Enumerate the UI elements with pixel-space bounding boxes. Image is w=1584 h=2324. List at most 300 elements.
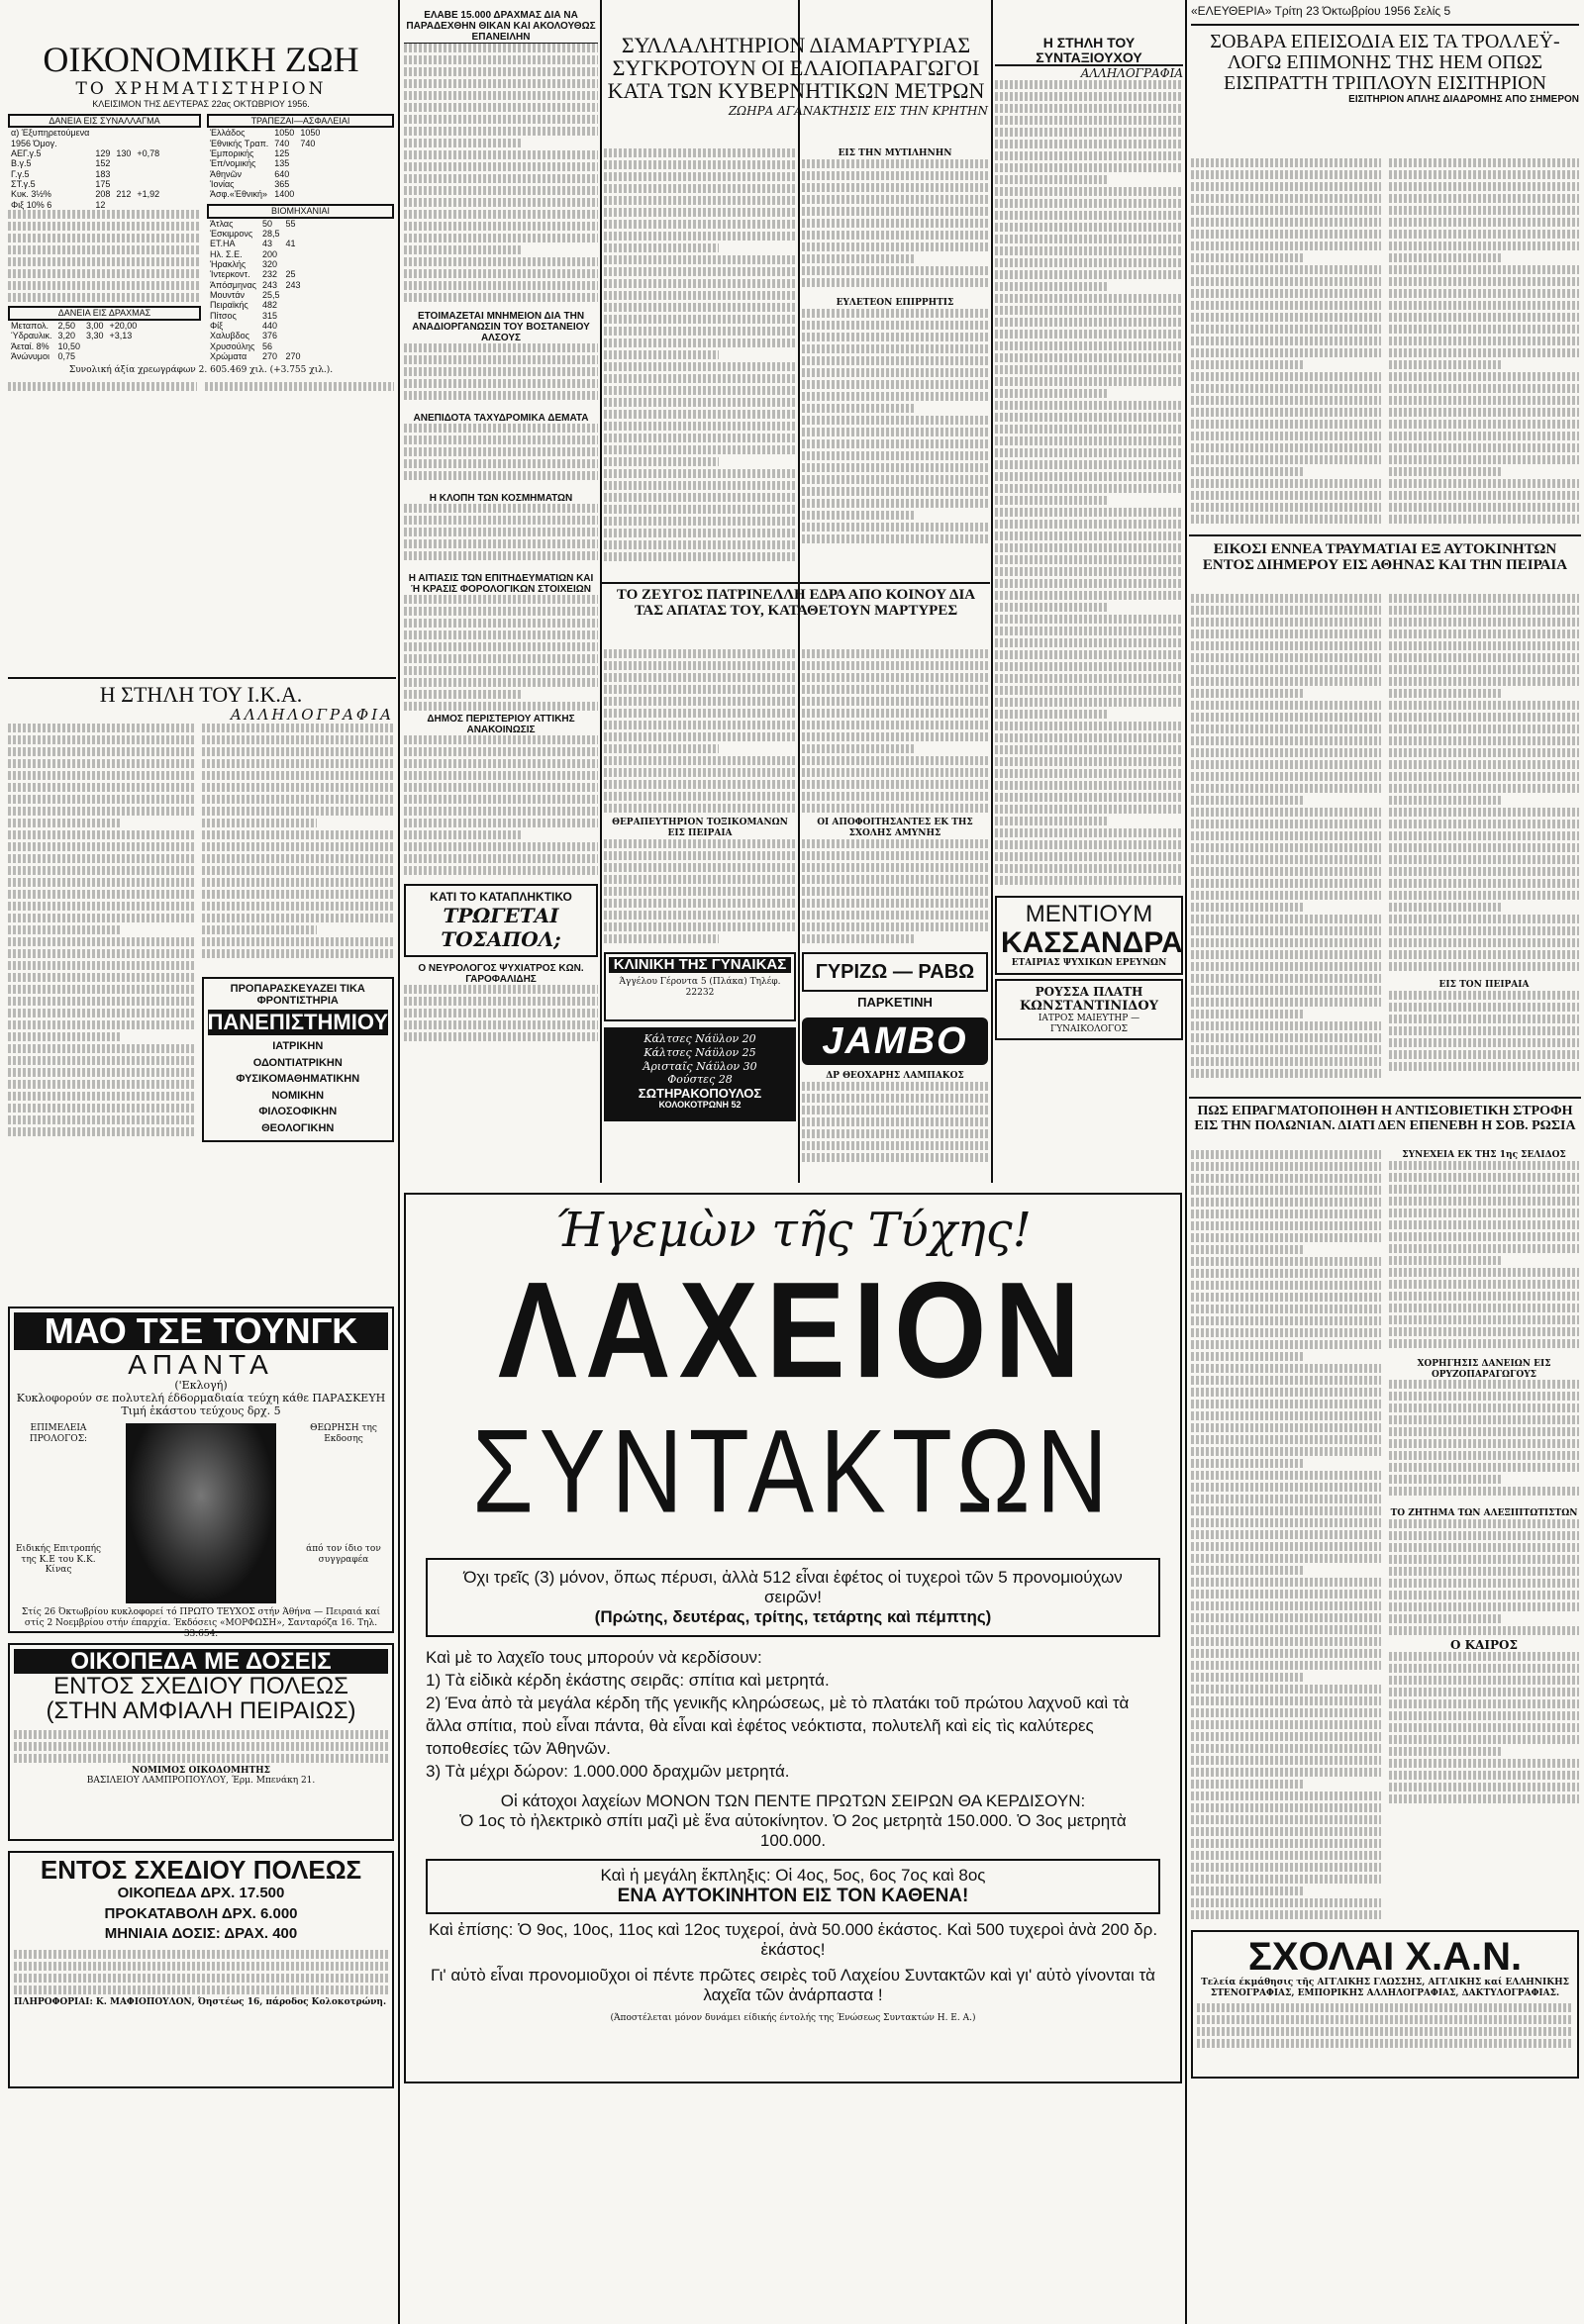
text-line	[604, 804, 796, 813]
text-line	[1197, 2027, 1573, 2036]
text-line	[1191, 831, 1381, 840]
text-line	[995, 745, 1183, 754]
table-cell: 376	[262, 331, 278, 341]
text-line	[1389, 1543, 1579, 1552]
text-line	[802, 475, 988, 484]
text-line	[802, 697, 988, 706]
text-line	[1389, 443, 1579, 452]
table-cell: Έλλάδος	[210, 128, 246, 139]
text-line	[1389, 1427, 1579, 1436]
text-line	[604, 398, 796, 407]
text-line	[604, 875, 796, 884]
list-item: ΝΟΜΙΚΗΝ	[271, 1089, 325, 1102]
table-cell: +20,00	[109, 320, 138, 331]
text-line	[404, 595, 598, 604]
text-line	[802, 392, 988, 401]
article-text	[1191, 1150, 1381, 1922]
text-line	[202, 937, 394, 946]
text-line	[1191, 420, 1381, 429]
text-line	[1191, 903, 1305, 912]
text-line	[1191, 891, 1381, 900]
table-cell: 3,30	[86, 331, 104, 341]
text-line	[1389, 950, 1579, 959]
table-cell: 315	[262, 310, 278, 321]
text-line	[1389, 903, 1503, 912]
table-cell: Άνώνυμοι	[11, 350, 50, 361]
drachma-headline: ΕΛΑΒΕ 15.000 ΔΡΑΧΜΑΣ ΔΙΑ ΝΑ ΠΑΡΑΔΕΧΘΗΝ ΘΙΚΑΝ ΚΑΙ ΑΚΟΛΟΥΘΩΣ ΕΠΑΝΕΙΛΗΝ	[404, 10, 598, 44]
text-line	[604, 303, 796, 312]
table-row	[207, 139, 323, 148]
bookseller-headline: Ο ΝΕΥΡΟΛΟΓΟΣ ΨΥΧΙΑΤΡΟΣ ΚΩΝ. ΓΑΡΟΦΑΛΙΔΗΣ	[418, 963, 584, 985]
text-line	[404, 747, 598, 756]
text-line	[1191, 396, 1381, 405]
text-line	[995, 793, 1183, 802]
text-line	[8, 771, 194, 780]
text-line	[1191, 1257, 1381, 1266]
text-line	[1191, 1839, 1381, 1848]
table-cell: Χρώματα	[210, 351, 248, 362]
text-line	[1389, 760, 1579, 769]
text-line	[1191, 677, 1381, 686]
text-line	[1191, 372, 1381, 381]
text-line	[1191, 1696, 1381, 1705]
text-line	[202, 771, 394, 780]
text-line	[1191, 1578, 1381, 1587]
table-cell: 55	[285, 218, 296, 229]
text-line	[8, 937, 194, 946]
ika-section	[8, 683, 394, 1297]
text-line	[1197, 2003, 1573, 2012]
roussa-title: ΡΟΥΣΣΑ ΠΛΑΤΗ	[1035, 984, 1143, 999]
text-line	[995, 413, 1183, 422]
table-cell	[283, 229, 304, 239]
trolley-article	[1191, 158, 1579, 534]
text-line	[8, 807, 194, 816]
text-line	[404, 379, 598, 388]
text-line	[1389, 1392, 1579, 1401]
table-cell: Κυκ. 3½%	[11, 189, 51, 200]
text-line	[802, 851, 988, 860]
text-line	[1389, 1735, 1579, 1744]
text-line	[604, 279, 796, 288]
text-line	[995, 591, 1183, 600]
table-row	[8, 169, 162, 179]
text-line	[404, 735, 598, 744]
text-line	[604, 709, 796, 718]
text-line	[995, 187, 1183, 196]
text-line	[1191, 242, 1381, 250]
text-line	[604, 540, 796, 549]
text-line	[1191, 701, 1381, 710]
text-line	[802, 231, 988, 240]
text-line	[1389, 1220, 1579, 1229]
couple-title: ΤΟ ΖΕΥΓΟΣ ΠΑΤΡΙΝΕΛΛΗ ΕΔΡΑ ΑΠΟ ΚΟΙΝΟΥ ΔΙΑ ΤΑΣ ΑΠΑΤΑΣ ΤΟΥ, ΚΑΤΑΘΕΤΟΥΝ ΜΑΡΤΥΡΕΣ	[616, 587, 976, 619]
protest-sub: ΖΩΗΡΑ ΑΓΑΝΑΚΤΗΣΙΣ ΕΙΣ ΤΗΝ ΚΡΗΤΗΝ	[728, 104, 988, 119]
tosapol-ad	[404, 884, 598, 957]
text-line	[404, 293, 598, 302]
text-line	[8, 747, 194, 756]
table-row	[207, 331, 304, 340]
text-line	[1389, 1794, 1579, 1803]
text-line	[802, 511, 914, 520]
text-line	[995, 508, 1183, 517]
text-line	[995, 579, 1183, 588]
gyrizo-ad	[802, 952, 988, 992]
table-cell: Ύδραυλικ.	[11, 331, 52, 341]
text-line	[404, 666, 598, 675]
text-line	[1389, 1232, 1579, 1241]
text-line	[604, 374, 796, 383]
text-line	[1389, 515, 1579, 524]
text-line	[1389, 891, 1579, 900]
text-line	[1389, 1003, 1579, 1012]
text-line	[1389, 1050, 1579, 1059]
list-item: ΘΕΟΛΟΓΙΚΗΝ	[261, 1121, 335, 1134]
jambo-text: JAMBO	[822, 1020, 968, 1062]
text-line	[604, 661, 796, 670]
table-cell: 740	[300, 138, 316, 148]
text-line	[1389, 1652, 1579, 1661]
text-line	[995, 876, 1183, 885]
text-line	[1389, 1404, 1579, 1412]
lottery-holders: Οἱ κάτοχοι λαχείων ΜΟΝΟΝ ΤΩΝ ΠΕΝΤΕ ΠΡΩΤΩΝ ΣΕΙΡΩΝ ΘΑ ΚΕΡΔΙΣΟΥΝ:	[500, 1791, 1086, 1810]
text-line	[604, 291, 796, 300]
article-text	[802, 159, 988, 298]
clinic-address: Άγγέλου Γέροντα 5 (Πλάκα) Τηλέφ. 22232	[619, 976, 781, 998]
text-line	[802, 333, 988, 341]
text-line	[1191, 1162, 1381, 1171]
text-line	[1191, 289, 1381, 298]
text-line	[1191, 1281, 1381, 1290]
plots2-title: ΕΝΤΟΣ ΣΧΕΔΙΟΥ ΠΟΛΕΩΣ	[40, 1855, 362, 1885]
table-cell	[134, 179, 162, 189]
text-line	[8, 1068, 194, 1077]
text-line	[404, 281, 598, 290]
text-line	[404, 985, 598, 994]
text-line	[1389, 253, 1503, 262]
text-line	[1191, 1328, 1381, 1337]
text-line	[1191, 1057, 1381, 1066]
text-line	[1191, 594, 1381, 603]
article-text	[205, 382, 394, 394]
text-line	[202, 866, 394, 875]
text-line	[1389, 665, 1579, 674]
text-line	[8, 1104, 194, 1113]
text-line	[604, 851, 796, 860]
text-line	[1389, 725, 1579, 733]
text-line	[1191, 1673, 1305, 1682]
text-line	[8, 1009, 194, 1017]
text-line	[8, 985, 194, 994]
text-line	[404, 866, 598, 875]
total-value: Συνολική άξία χρεωγράφων 2. 605.469 χιλ. (+3.755 χιλ.).	[68, 365, 334, 376]
text-line	[8, 210, 201, 219]
text-line	[202, 795, 394, 804]
text-line	[1389, 689, 1503, 698]
municipality-headline: ΔΗΜΟΣ ΠΕΡΙΣΤΕΡΙΟΥ ΑΤΤΙΚΗΣ	[427, 714, 575, 725]
text-line	[404, 783, 598, 792]
text-line	[404, 678, 598, 687]
text-line	[1191, 1021, 1381, 1030]
lottery-prize: Ὁ 1ος τὸ ἠλεκτρικὸ σπίτι μαζὶ μὲ ἕνα αὐτοκίνητον. Ὁ 2ος μετρητὰ 150.000. Ὁ 3ος μετρητὰ 100.000.	[459, 1810, 1127, 1850]
text-line	[995, 80, 1183, 89]
table-cell	[297, 179, 323, 189]
table-cell	[283, 341, 304, 351]
text-line	[802, 439, 988, 448]
table-row	[207, 290, 304, 300]
text-line	[1191, 277, 1381, 286]
lottery-also: Καὶ ἐπίσης: Ὁ 9ος, 10ος, 11ος καὶ 12ος τυχεροί, ἀνὰ 50.000 ἑκάστος. Καὶ 500 τυχεροὶ ἀνὰ 200 δρ. ἑκάστος!	[428, 1919, 1158, 1959]
text-line	[8, 783, 194, 792]
text-line	[802, 685, 988, 694]
text-line	[1389, 1579, 1579, 1588]
text-line	[1191, 1471, 1381, 1480]
text-line	[8, 1020, 194, 1029]
table-cell: ΣΤ.γ.5	[11, 179, 36, 190]
text-line	[1389, 265, 1579, 274]
text-line	[1389, 1415, 1579, 1424]
column-rule	[398, 0, 400, 2324]
text-line	[604, 792, 796, 801]
text-line	[1191, 491, 1381, 500]
text-line	[8, 914, 194, 922]
text-line	[1389, 1380, 1579, 1389]
table-cell	[297, 158, 323, 168]
text-line	[202, 890, 394, 899]
text-line	[1191, 253, 1305, 262]
text-line	[8, 997, 194, 1006]
table-row	[207, 219, 304, 229]
soviet-article	[1191, 1150, 1579, 1922]
text-line	[1191, 1376, 1381, 1385]
table-cell: Άπόσμηνας	[210, 279, 257, 290]
text-line	[1389, 1555, 1579, 1564]
text-line	[1191, 808, 1381, 817]
text-line	[995, 627, 1183, 635]
text-line	[1389, 408, 1579, 417]
table-row	[207, 311, 304, 321]
trolley-title: ΣΟΒΑΡΑ ΕΠΕΙΣΟΔΙΑ ΕΙΣ ΤΑ ΤΡΟΛΛΕΫ-ΛΟΓΩ ΕΠΙΜΟΝΗΣ ΤΗΣ ΗΕΜ ΟΠΩΣ ΕΙΣΠΡΑΤΤΗ ΤΡΙΠΛΟΥΝ ΕΙΣΙΤΗΡΙΟΝ	[1210, 31, 1560, 94]
text-line	[802, 1129, 988, 1138]
text-line	[1389, 455, 1579, 464]
epirus-headline: ΕΥΛΕΤΕΟΝ ΕΠΙΡΡΗΤΙΣ	[836, 297, 954, 308]
list-item: ΠΡΟΚΑΤΑΒΟΛΗ ΔΡΧ. 6.000	[104, 1904, 298, 1922]
mao-ad	[8, 1307, 394, 1639]
table-cell: ΑΕΓ.γ.5	[11, 148, 42, 159]
text-line	[1389, 1173, 1579, 1182]
text-line	[1389, 1062, 1579, 1071]
text-line	[1191, 1411, 1381, 1420]
plots2-lines	[14, 1884, 388, 1944]
text-line	[604, 934, 719, 943]
text-line	[802, 863, 988, 872]
school-text: Τελεία έκμάθησις τῆς ΑΓΓΛΙΚΗΣ ΓΛΩΣΣΗΣ, ΑΓΓΛΙΚΗΣ καί ΕΛΛΗΝΙΚΗΣ ΣΤΕΝΟΓΡΑΦΙΑΣ, ΕΜΠΟΡΙΚΗΣ ΑΛΛΗΛΟΓΡΑΦΙΑΣ, ΔΑΚΤΥΛΟΓΡΑΦΙΑΣ.	[1201, 1978, 1569, 1998]
text-line	[995, 140, 1183, 148]
table-row	[8, 200, 162, 210]
text-line	[8, 234, 201, 242]
text-line	[1191, 1554, 1381, 1563]
table-row	[207, 169, 323, 179]
clinic-ad	[604, 952, 796, 1021]
text-line	[802, 780, 988, 789]
sotirakopoulos-ad	[604, 1027, 796, 1121]
list-item: ΜΗΝΙΑΙΑ ΔΟΣΙΣ: ΔΡΑΧ. 400	[104, 1924, 298, 1942]
text-line	[1389, 1771, 1579, 1780]
text-line	[802, 1082, 988, 1091]
text-line	[1389, 1531, 1579, 1540]
text-line	[604, 744, 719, 753]
text-line	[8, 1044, 194, 1053]
table-cell: Έσκιμρονς	[210, 228, 253, 239]
text-line	[995, 496, 1108, 505]
lottery-line-1: Όχι τρεῖς (3) μόνον, ὅπως πέρυσι, ἀλλὰ 512 εἶναι ἐφέτος οἱ τυχεροὶ τῶν 5 προνομιούχων σειρῶν!	[463, 1568, 1123, 1606]
lottery-intro-box	[426, 1558, 1160, 1637]
text-line	[1191, 748, 1381, 757]
couple-section	[604, 588, 988, 647]
text-line	[802, 661, 988, 670]
text-line	[1389, 420, 1579, 429]
table-row	[8, 179, 162, 189]
text-line	[1389, 242, 1579, 250]
text-line	[1389, 1759, 1579, 1768]
text-line	[1191, 1198, 1381, 1207]
table-row	[207, 148, 323, 158]
text-line	[1191, 1590, 1381, 1598]
text-line	[8, 269, 201, 278]
text-line	[995, 235, 1183, 243]
text-line	[1191, 432, 1381, 440]
article-col	[604, 649, 796, 946]
protest-title: ΣΥΛΛΑΛΗΤΗΡΙΟΝ ΔΙΑΜΑΡΤΥΡΙΑΣ ΣΥΓΚΡΟΤΟΥΝ ΟΙ ΕΛΑΙΟΠΑΡΑΓΩΓΟΙ ΚΑΤΑ ΤΩΝ ΚΥΒΕΡΝΗΤΙΚΩΝ ΜΕΤΡΩΝ	[607, 33, 985, 104]
table-cell: Πίτσος	[210, 310, 237, 321]
lottery-win-intro: Καὶ μὲ το λαχεῖο τους μπορούν νὰ κερδίσουν:	[426, 1648, 762, 1667]
text-line	[404, 619, 598, 628]
text-line	[8, 854, 194, 863]
text-line	[1389, 1591, 1579, 1599]
text-line	[1191, 1364, 1381, 1373]
article-text	[202, 724, 394, 971]
text-line	[1389, 1268, 1579, 1277]
table-row	[207, 249, 304, 259]
mao-subtitle: ΑΠΑΝΤΑ	[128, 1348, 274, 1380]
weather-headline: Ο ΚΑΙΡΟΣ	[1450, 1638, 1518, 1653]
pensioners-headline: ΤΟ ΖΗΤΗΜΑ ΤΩΝ ΑΛΕΞΙΠΤΩΤΙΣΤΩΝ	[1390, 1508, 1578, 1519]
table-cell: Μεταπολ.	[11, 320, 50, 331]
text-line	[404, 115, 598, 124]
roussa-name: ΚΩΝΣΤΑΝΤΙΝΙΔΟΥ	[1020, 998, 1158, 1014]
subject-list	[208, 1038, 388, 1136]
table-cell: Άσφ.«Έθνική»	[210, 189, 267, 200]
table-cell: Άεταί. 8%	[11, 340, 50, 351]
article-text	[8, 382, 197, 394]
text-line	[1389, 1304, 1579, 1312]
text-line	[1389, 938, 1579, 947]
text-line	[1389, 1315, 1579, 1324]
text-line	[1389, 1602, 1579, 1611]
text-line	[404, 471, 598, 480]
plots-title: ΟΙΚΟΠΕΔΑ ΜΕ ΔΟΣΕΙΣ	[14, 1649, 388, 1674]
text-line	[202, 783, 394, 792]
table-cell: 175	[95, 179, 111, 190]
text-line	[1191, 653, 1381, 662]
text-line	[1389, 301, 1579, 310]
text-line	[995, 733, 1183, 742]
table-cell: Ηλ. Σ.Ε.	[210, 248, 243, 259]
text-line	[1389, 1451, 1579, 1460]
text-line	[1191, 843, 1381, 852]
text-line	[202, 759, 394, 768]
plots-ad-2	[8, 1851, 394, 2088]
table-row	[8, 189, 162, 199]
plots-subtitle2: (ΣΤΗΝ ΑΜΦΙΑΛΗ ΠΕΙΡΑΙΩΣ)	[46, 1697, 356, 1725]
text-line	[404, 830, 521, 839]
text-line	[802, 721, 988, 729]
mao-footer: Στίς 26 Όκτωβρίου κυκλοφορεί τό ΠΡΩΤΟ ΤΕΥΧΟΣ στήν Άθήνα — Πειραιά καί στίς 2 Νοεμβρίου στήν έπαρχία. Έκδόσεις «ΜΟΡΦΩΣΗ», Σανταρόζα 16. Τηλ. 33.654.	[21, 1607, 381, 1639]
column-rule	[600, 0, 602, 1183]
text-line	[1191, 1233, 1381, 1242]
pharmacy-headline: ΘΕΡΑΠΕΥΤΗΡΙΟΝ ΤΟΞΙΚΟΜΑΝΩΝ ΕΙΣ ΠΕΙΡΑΙΑ	[612, 818, 788, 838]
text-line	[802, 839, 988, 848]
table-cell: 25	[285, 269, 296, 280]
text-line	[1389, 1688, 1579, 1696]
text-line	[8, 878, 194, 887]
text-line	[802, 159, 988, 168]
plots2-contact: ΠΛΗΡΟΦΟΡΙΑΙ: Κ. ΜΑΦΙΟΠΟΥΛΟΝ, Όηστέως 16, πάροδος Κολοκοτρώνη.	[14, 1997, 387, 2008]
text-line	[995, 199, 1183, 208]
text-line	[1191, 1316, 1381, 1325]
table-cell: +1,92	[137, 189, 160, 200]
text-line	[995, 341, 1183, 350]
text-line	[1191, 1791, 1381, 1800]
text-line	[8, 842, 194, 851]
text-line	[14, 1974, 388, 1983]
mao-edition: ('Εκλογή)	[174, 1379, 228, 1393]
text-line	[1191, 618, 1381, 627]
text-line	[1389, 1463, 1579, 1472]
plots-company: ΝΟΜΙΜΟΣ ΟΙΚΟΔΟΜΗΤΗΣ	[131, 1765, 271, 1776]
university-intro: ΠΡΟΠΑΡΑΣΚΕΥΑΖΕΙ ΤΙΚΑ ΦΡΟΝΤΙΣΤΗΡΙΑ	[230, 983, 365, 1008]
text-line	[8, 902, 194, 911]
text-line	[995, 805, 1183, 814]
text-line	[1191, 665, 1381, 674]
plots-ad	[8, 1643, 394, 1841]
column-2	[404, 10, 598, 1183]
text-line	[1389, 170, 1579, 179]
section-rule	[1189, 534, 1581, 536]
lottery-closing: Γι' αὐτὸ εἶναι προνομιοῦχοι οἱ πέντε πρῶτες σειρὲς τοῦ Λαχείου Συντακτῶν καὶ γι' αὐτὸ γίνονται τὰ λαχεῖα τῶν ἀνάρπαστα !	[430, 1965, 1156, 2004]
mention-sub: ΕΤΑΙΡΙΑΣ ΨΥΧΙΚΩΝ ΕΡΕΥΝΩΝ	[1011, 958, 1167, 969]
table-cell	[83, 351, 107, 361]
text-line	[404, 150, 598, 159]
text-line	[604, 780, 796, 789]
table-cell	[107, 351, 141, 361]
table-cell	[283, 311, 304, 321]
table-cell	[283, 290, 304, 300]
text-line	[404, 162, 598, 171]
article-text	[1389, 594, 1579, 980]
text-line	[404, 1032, 598, 1041]
table-cell: 3,00	[86, 320, 104, 331]
table-cell: 130	[116, 148, 132, 159]
text-line	[1191, 1245, 1305, 1254]
parketini-text: ΠΑΡΚΕΤΙΝΗ	[857, 995, 933, 1010]
table-cell: 3,20	[57, 331, 75, 341]
text-line	[1191, 986, 1381, 995]
text-line	[1191, 1069, 1381, 1078]
text-line	[1389, 1339, 1579, 1348]
text-line	[1191, 641, 1381, 650]
text-line	[604, 839, 796, 848]
